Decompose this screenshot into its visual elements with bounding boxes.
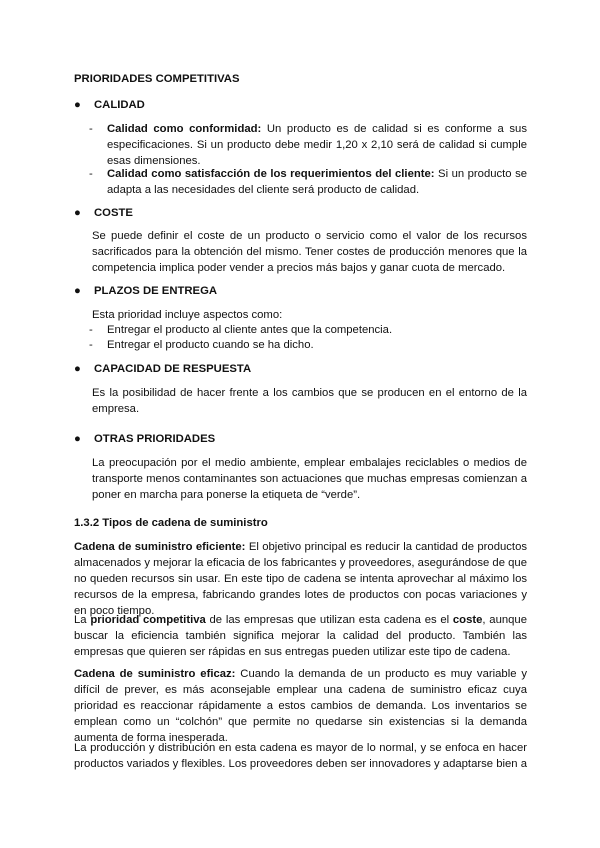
section-title: PLAZOS DE ENTREGA	[94, 285, 218, 297]
bullet-icon: ●	[74, 207, 81, 219]
section-heading-calidad	[74, 97, 145, 113]
eficaz-paragraph	[74, 666, 527, 746]
section-heading-plazos	[74, 283, 217, 299]
item-text: Un producto es de calidad si es conforme a sus especificaciones. Si un producto debe medir 1,20 x 2,10 será de calidad si cumple esas dimensiones.	[107, 123, 527, 167]
dash-marker: -	[89, 339, 93, 351]
bullet-icon: ●	[74, 285, 81, 297]
calidad-item-satisfaccion	[89, 166, 527, 198]
item-text: Entregar el producto cuando se ha dicho.	[107, 339, 314, 351]
paragraph-text: El objetivo principal es reducir la cantidad de productos almacenados y mejorar la eficacia de los fabricantes y proveedores, asegurándose de que no queden recursos sin usar. En este tipo de cadena se intenta aprovechar al máximo los recursos de la empresa, fabricando grandes lotes de productos con pocas variaciones y en poco tiempo.	[74, 541, 527, 617]
plazos-item	[89, 337, 527, 353]
capacidad-paragraph: Es la posibilidad de hacer frente a los cambios que se producen en el entorno de la empresa.	[92, 387, 527, 415]
paragraph-text: Cuando la demanda de un producto es muy variable y difícil de prever, es más aconsejable emplear una cadena de suministro eficaz cuya prioridad es reaccionar rápidamente a estos cambios de demanda. Los inventarios se emplean como un “colchón” que permite no quedarse sin existencias si la demanda aumenta de forma inesperada.	[74, 668, 527, 744]
term: Cadena de suministro eficiente:	[74, 541, 246, 553]
item-term: Calidad como satisfacción de los requerimientos del cliente:	[107, 168, 435, 180]
document-title: PRIORIDADES COMPETITIVAS	[74, 73, 240, 85]
otras-paragraph: La preocupación por el medio ambiente, emplear embalajes reciclables o medios de transporte menos contaminantes son actuaciones que muchas empresas comienzan a poner en marcha para ponerse la etiqueta de “verde”.	[92, 457, 527, 501]
eficiente-paragraph	[74, 539, 527, 619]
bullet-icon: ●	[74, 99, 81, 111]
term: coste	[452, 614, 483, 626]
calidad-item-conformidad	[89, 121, 527, 169]
dash-marker: -	[89, 123, 93, 135]
section-heading-otras	[74, 431, 215, 447]
subsection-heading: 1.3.2 Tipos de cadena de suministro	[74, 517, 268, 529]
plazos-item	[89, 322, 527, 338]
bullet-icon: ●	[74, 363, 81, 375]
section-title: COSTE	[94, 207, 133, 219]
term: Cadena de suministro eficaz:	[74, 668, 236, 680]
plazos-intro: Esta prioridad incluye aspectos como:	[92, 309, 283, 321]
coste-paragraph: Se puede definir el coste de un producto o servicio como el valor de los recursos sacrificados para la obtención del mismo. Tener costes de producción menores que la competencia implica poder vender a precios más bajos y ganar cuota de mercado.	[92, 230, 527, 274]
bullet-icon: ●	[74, 433, 81, 445]
section-heading-capacidad	[74, 361, 251, 377]
section-title: CALIDAD	[94, 99, 145, 111]
dash-marker: -	[89, 324, 93, 336]
term: prioridad competitiva	[90, 614, 206, 626]
eficiente-prioridad-paragraph: La prioridad competitiva de las empresas que utilizan esta cadena es el coste, aunque buscar la eficiencia también significa mejorar la calidad del producto. También las empresas que quieren ser rápidas en sus entregas pueden utilizar este tipo de cadena.	[74, 614, 527, 658]
section-title: OTRAS PRIORIDADES	[94, 433, 216, 445]
section-title: CAPACIDAD DE RESPUESTA	[94, 363, 252, 375]
eficaz-produccion-paragraph: La producción y distribución en esta cadena es mayor de lo normal, y se enfoca en hacer productos variados y flexibles. Los proveedores deben ser innovadores y adaptarse bien a	[74, 742, 527, 770]
item-text: Si un producto se adapta a las necesidades del cliente será producto de calidad.	[107, 168, 527, 196]
item-term: Calidad como conformidad:	[107, 123, 262, 135]
item-text: Entregar el producto al cliente antes que la competencia.	[107, 324, 393, 336]
dash-marker: -	[89, 168, 93, 180]
section-heading-coste	[74, 205, 133, 221]
